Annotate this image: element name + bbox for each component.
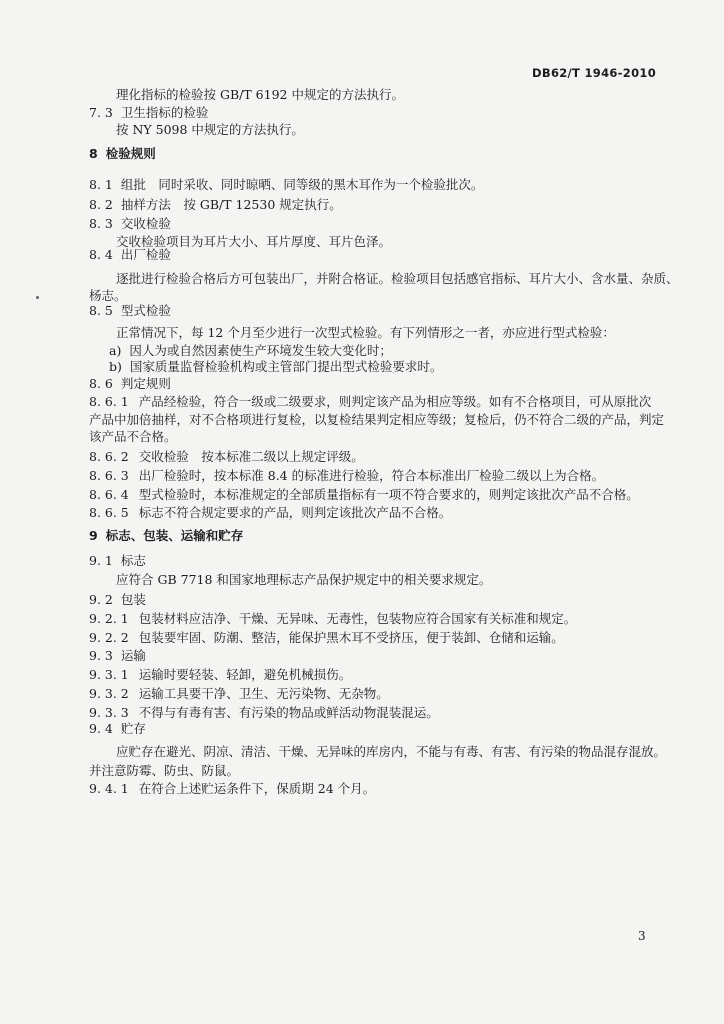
clause-number: 9. 2. 1 (89, 611, 129, 626)
clause-number: 9. 4. 1 (89, 781, 129, 796)
clause-number: 9. 1 (89, 553, 113, 568)
clause-text: 逐批进行检验合格后方可包装出厂，并附合格证。检验项目包括感官指标、耳片大小、含水量、杂质、 (116, 271, 679, 286)
text-line (89, 303, 171, 319)
text-line (89, 781, 375, 797)
clause-text: 运输时要轻装、轻卸，避免机械损伤。 (138, 667, 352, 682)
clause-number: 8. 6 (89, 376, 113, 391)
text-line (109, 359, 442, 375)
text-line (89, 105, 208, 121)
text-line (89, 449, 364, 465)
text-line (89, 648, 146, 664)
text-line (89, 611, 576, 627)
text-line (89, 288, 127, 304)
text-line (89, 630, 564, 646)
text-line (89, 177, 483, 193)
text-line (116, 572, 491, 588)
text-line (89, 686, 389, 702)
clause-number: 8. 5 (89, 303, 113, 318)
clause-number: 9. 3. 1 (89, 667, 129, 682)
text-line (116, 87, 404, 103)
text-line (89, 763, 239, 779)
clause-text: 标志 (120, 553, 146, 568)
text-line (89, 528, 243, 544)
clause-text: 出厂检验时，按本标准 8.4 的标准进行检验，符合本标准出厂检验二级以上为合格。 (138, 468, 605, 483)
clause-number: 9 (89, 528, 98, 543)
text-line (116, 744, 666, 760)
clause-number: 8. 4 (89, 247, 113, 262)
clause-text: 卫生指标的检验 (120, 105, 209, 120)
text-line (89, 146, 156, 162)
text-line (89, 394, 651, 410)
clause-text: 贮存 (120, 721, 146, 736)
clause-number: 7. 3 (89, 105, 113, 120)
clause-text: 应符合 GB 7718 和国家地理标志产品保护规定中的相关要求规定。 (116, 572, 492, 587)
clause-text: 交收检验 (120, 216, 171, 231)
text-line (116, 122, 304, 138)
clause-number: 9. 3. 2 (89, 686, 129, 701)
clause-number: 8. 6. 3 (89, 468, 129, 483)
clause-number: 8. 1 (89, 177, 113, 192)
clause-number: 9. 4 (89, 721, 113, 736)
text-line (89, 197, 342, 213)
clause-text: 标志不符合规定要求的产品，则判定该批次产品不合格。 (138, 505, 452, 520)
clause-number: 9. 3 (89, 648, 113, 663)
clause-number: 9. 2 (89, 592, 113, 607)
text-line (116, 325, 615, 341)
section-heading: 标志、包装、运输和贮存 (105, 528, 244, 543)
clause-text: 包装 (120, 592, 146, 607)
text-line (89, 721, 146, 737)
text-line (89, 553, 146, 569)
standard-code: DB62/T 1946-2010 (532, 66, 656, 80)
clause-text: 判定规则 (120, 376, 171, 391)
text-line (89, 667, 351, 683)
clause-text: 抽样方法 按 GB/T 12530 规定执行。 (120, 197, 342, 212)
text-line (89, 429, 177, 445)
clause-text: 包装要牢固、防潮、整洁，能保护黑木耳不受挤压，便于装卸、仓储和运输。 (138, 630, 564, 645)
clause-text: 包装材料应洁净、干燥、无异味、无毒性，包装物应符合国家有关标准和规定。 (138, 611, 577, 626)
text-line (89, 705, 439, 721)
clause-number: 9. 2. 2 (89, 630, 129, 645)
clause-text: 不得与有毒有害、有污染的物品或鲜活动物混装混运。 (138, 705, 439, 720)
clause-text: 理化指标的检验按 GB/T 6192 中规定的方法执行。 (116, 87, 404, 102)
clause-text: 运输 (120, 648, 146, 663)
clause-number: 8. 6. 4 (89, 487, 129, 502)
clause-number: a) (109, 343, 122, 358)
text-line (89, 216, 171, 232)
clause-text: 运输工具要干净、卫生、无污染物、无杂物。 (138, 686, 389, 701)
clause-text: 产品经检验，符合一级或二级要求，则判定该产品为相应等级。如有不合格项目，可从原批次 (138, 394, 652, 409)
clause-text: 出厂检验 (120, 247, 171, 262)
clause-text: 应贮存在避光、阴凉、清洁、干燥、无异味的库房内，不能与有毒、有害、有污染的物品混存混放。 (116, 744, 667, 759)
clause-number: 8. 3 (89, 216, 113, 231)
clause-text: 按 NY 5098 中规定的方法执行。 (116, 122, 304, 137)
clause-text: 交收检验项目为耳片大小、耳片厚度、耳片色泽。 (116, 234, 392, 249)
text-line (89, 412, 664, 428)
clause-number: 9. 3. 3 (89, 705, 129, 720)
clause-number: 8 (89, 146, 98, 161)
clause-text: 型式检验时，本标准规定的全部质量指标有一项不符合要求的，则判定该批次产品不合格。 (138, 487, 639, 502)
clause-text: 交收检验 按本标准二级以上规定评级。 (138, 449, 364, 464)
clause-number: b) (109, 359, 122, 374)
clause-text: 型式检验 (120, 303, 171, 318)
clause-number: 8. 6. 5 (89, 505, 129, 520)
text-line (89, 468, 604, 484)
clause-number: 8. 6. 1 (89, 394, 129, 409)
clause-text: 因人为或自然因素使生产环境发生较大变化时； (129, 343, 392, 358)
page-number: 3 (638, 929, 646, 943)
text-line (89, 247, 171, 263)
clause-text: 正常情况下，每 12 个月至少进行一次型式检验。有下列情形之一者，亦应进行型式检验： (116, 325, 615, 340)
section-heading: 检验规则 (105, 146, 156, 161)
clause-text: 并注意防霉、防虫、防鼠。 (89, 763, 240, 778)
clause-text: 产品中加倍抽样，对不合格项进行复检，以复检结果判定相应等级；复检后，仍不符合二级的产品，判定 (89, 412, 665, 427)
clause-text: 国家质量监督检验机构或主管部门提出型式检验要求时。 (129, 359, 443, 374)
text-line (109, 343, 392, 359)
text-line (116, 271, 679, 287)
clause-text: 组批 同时采收、同时晾晒、同等级的黑木耳作为一个检验批次。 (120, 177, 484, 192)
clause-number: 8. 2 (89, 197, 113, 212)
text-line (89, 592, 146, 608)
clause-text: 该产品不合格。 (89, 429, 177, 444)
scan-speck (36, 296, 39, 299)
clause-number: 8. 6. 2 (89, 449, 129, 464)
text-line (89, 487, 639, 503)
text-line (89, 505, 451, 521)
clause-text: 在符合上述贮运条件下，保质期 24 个月。 (138, 781, 376, 796)
clause-text: 杨志。 (89, 288, 127, 303)
text-line (89, 376, 171, 392)
